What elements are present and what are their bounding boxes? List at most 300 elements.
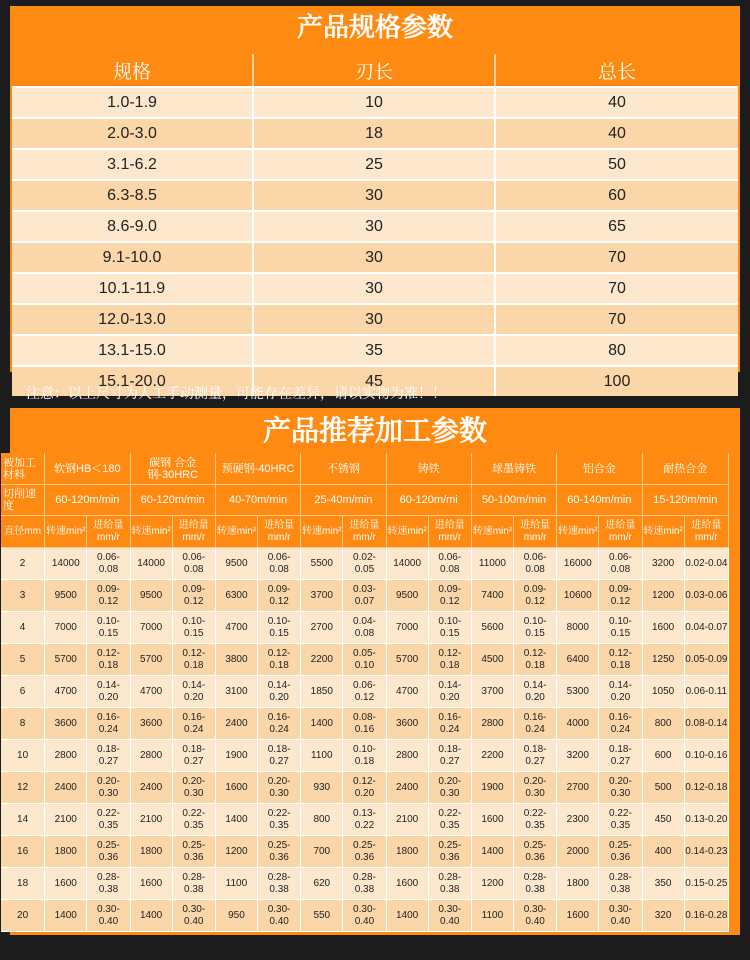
feed-cell: 0.06-0.11 (685, 676, 729, 708)
rpm-cell: 1200 (643, 580, 685, 612)
feed-cell: 0.02-0.04 (685, 548, 729, 580)
spec-cell-blade-length: 30 (254, 210, 496, 241)
cutting-speed: 15-120m/min (643, 485, 729, 516)
rpm-cell: 1400 (472, 836, 514, 868)
spec-cell-blade-length: 30 (254, 303, 496, 334)
spec-cell-size: 2.0-3.0 (12, 117, 254, 148)
rpm-cell: 2700 (557, 772, 599, 804)
feed-cell: 0.16-0.24 (514, 708, 557, 740)
feed-cell: 0.02-0.05 (343, 548, 386, 580)
feed-cell: 0.05-0.10 (343, 644, 386, 676)
rpm-cell: 320 (643, 900, 685, 932)
rpm-cell: 2200 (301, 644, 343, 676)
diameter-cell: 8 (1, 708, 45, 740)
feed-cell: 0.30-0.40 (429, 900, 472, 932)
rpm-cell: 4700 (45, 676, 87, 708)
process-row (1, 772, 729, 804)
feed-cell: 0.30-0.40 (599, 900, 642, 932)
feed-cell: 0.14-0.20 (429, 676, 472, 708)
rpm-cell: 1850 (301, 676, 343, 708)
spec-cell-size: 12.0-13.0 (12, 303, 254, 334)
feed-cell: 0.06-0.08 (87, 548, 130, 580)
spec-row (12, 148, 738, 179)
rpm-header: 转速min² (643, 516, 685, 548)
rpm-cell: 5300 (557, 676, 599, 708)
rpm-cell: 1100 (301, 740, 343, 772)
rpm-cell: 400 (643, 836, 685, 868)
spec-cell-size: 10.1-11.9 (12, 272, 254, 303)
cutting-speed: 40-70m/min (216, 485, 301, 516)
rpm-cell: 5600 (472, 612, 514, 644)
rpm-cell: 16000 (557, 548, 599, 580)
feed-cell: 0.30-0.40 (514, 900, 557, 932)
feed-cell: 0.20-0.30 (87, 772, 130, 804)
rpm-cell: 4000 (557, 708, 599, 740)
feed-cell: 0.04-0.08 (343, 612, 386, 644)
cutting-speed: 60-120m/min (45, 485, 130, 516)
spec-cell-total-length: 70 (496, 272, 738, 303)
feed-cell: 0.10-0.15 (429, 612, 472, 644)
spec-header-blade-length: 刃长 (254, 54, 496, 86)
feed-cell: 0.12-0.18 (599, 644, 642, 676)
diameter-cell: 18 (1, 868, 45, 900)
process-title: 产品推荐加工参数 (262, 414, 487, 447)
rpm-cell: 2800 (131, 740, 173, 772)
feed-cell: 0.09-0.12 (173, 580, 216, 612)
rpm-cell: 1800 (45, 836, 87, 868)
feed-cell: 0.28-0.38 (429, 868, 472, 900)
spec-cell-blade-length: 35 (254, 334, 496, 365)
rpm-cell: 1400 (387, 900, 429, 932)
rpm-cell: 2400 (45, 772, 87, 804)
spec-row (12, 303, 738, 334)
rpm-cell: 800 (643, 708, 685, 740)
rpm-cell: 1400 (131, 900, 173, 932)
feed-cell: 0.16-0.24 (87, 708, 130, 740)
feed-cell: 0.10-0.16 (685, 740, 729, 772)
rpm-cell: 1600 (472, 804, 514, 836)
feed-cell: 0.14-0.20 (87, 676, 130, 708)
feed-cell: 0.20-0.30 (599, 772, 642, 804)
feed-cell: 0.28-0.38 (514, 868, 557, 900)
rpm-cell: 4700 (387, 676, 429, 708)
spec-cell-blade-length: 18 (254, 117, 496, 148)
diameter-label: 直径mm (1, 516, 45, 548)
rpm-cell: 2100 (387, 804, 429, 836)
rpm-cell: 6400 (557, 644, 599, 676)
rpm-cell: 9500 (45, 580, 87, 612)
feed-cell: 0.14-0.20 (173, 676, 216, 708)
rpm-cell: 1400 (216, 804, 258, 836)
spec-cell-total-length: 80 (496, 334, 738, 365)
spec-cell-size: 6.3-8.5 (12, 179, 254, 210)
feed-cell: 0.12-0.18 (258, 644, 301, 676)
material-name: 预硬钢-40HRC (216, 453, 301, 485)
rpm-cell: 1800 (557, 868, 599, 900)
spec-cell-total-length: 40 (496, 117, 738, 148)
feed-cell: 0.03-0.07 (343, 580, 386, 612)
feed-cell: 0.16-0.24 (258, 708, 301, 740)
diameter-cell: 12 (1, 772, 45, 804)
feed-cell: 0.16-0.24 (173, 708, 216, 740)
feed-cell: 0.14-0.20 (258, 676, 301, 708)
feed-cell: 0.22-0.35 (173, 804, 216, 836)
feed-cell: 0.22-0.35 (87, 804, 130, 836)
material-name: 铸铁 (387, 453, 472, 485)
rpm-cell: 3800 (216, 644, 258, 676)
feed-cell: 0.28-0.38 (87, 868, 130, 900)
material-row (1, 453, 729, 485)
feed-cell: 0.08-0.16 (343, 708, 386, 740)
spec-cell-blade-length: 30 (254, 272, 496, 303)
rpm-cell: 1200 (472, 868, 514, 900)
rpm-cell: 5500 (301, 548, 343, 580)
rpm-cell: 1200 (216, 836, 258, 868)
spec-row (12, 86, 738, 117)
rpm-header: 转速min² (301, 516, 343, 548)
feed-cell: 0.18-0.27 (258, 740, 301, 772)
rpm-cell: 2000 (557, 836, 599, 868)
rpm-cell: 450 (643, 804, 685, 836)
spec-row (12, 334, 738, 365)
feed-cell: 0.08-0.14 (685, 708, 729, 740)
spec-row (12, 241, 738, 272)
feed-cell: 0.20-0.30 (429, 772, 472, 804)
feed-cell: 0.12-0.20 (343, 772, 386, 804)
spec-cell-size: 9.1-10.0 (12, 241, 254, 272)
rpm-header: 转速min² (45, 516, 87, 548)
note-text: 注意：以上尺寸为人工手动测量，可能存在差异，请以实物为准！！ (26, 386, 446, 402)
rpm-header: 转速min² (387, 516, 429, 548)
feed-cell: 0.22-0.35 (258, 804, 301, 836)
process-table (1, 453, 729, 932)
process-row (1, 900, 729, 932)
feed-cell: 0.14-0.20 (514, 676, 557, 708)
process-row (1, 836, 729, 868)
feed-cell: 0.12-0.18 (514, 644, 557, 676)
rpm-cell: 2700 (301, 612, 343, 644)
rpm-cell: 10600 (557, 580, 599, 612)
feed-cell: 0.06-0.08 (173, 548, 216, 580)
material-name: 软钢HB＜180 (45, 453, 130, 485)
feed-cell: 0.09-0.12 (514, 580, 557, 612)
rpm-cell: 2400 (131, 772, 173, 804)
spec-cell-total-length: 65 (496, 210, 738, 241)
rpm-cell: 14000 (131, 548, 173, 580)
rpm-cell: 1050 (643, 676, 685, 708)
feed-cell: 0.09-0.12 (87, 580, 130, 612)
rpm-cell: 2200 (472, 740, 514, 772)
process-row (1, 868, 729, 900)
feed-cell: 0.30-0.40 (258, 900, 301, 932)
feed-cell: 0.25-0.36 (429, 836, 472, 868)
diameter-cell: 2 (1, 548, 45, 580)
spec-title: 产品规格参数 (296, 13, 453, 43)
feed-cell: 0.06-0.12 (343, 676, 386, 708)
rpm-cell: 7000 (387, 612, 429, 644)
rpm-cell: 2400 (387, 772, 429, 804)
rpm-cell: 1600 (387, 868, 429, 900)
material-name: 不锈钢 (301, 453, 386, 485)
feed-cell: 0.10-0.15 (87, 612, 130, 644)
feed-cell: 0.30-0.40 (173, 900, 216, 932)
rpm-cell: 7400 (472, 580, 514, 612)
diameter-cell: 3 (1, 580, 45, 612)
subheader-row (1, 516, 729, 548)
rpm-cell: 5700 (45, 644, 87, 676)
rpm-cell: 1600 (131, 868, 173, 900)
diameter-cell: 5 (1, 644, 45, 676)
spec-cell-total-length: 50 (496, 148, 738, 179)
material-name: 耐热合金 (643, 453, 729, 485)
feed-cell: 0.28-0.38 (343, 868, 386, 900)
spec-row (12, 210, 738, 241)
rpm-cell: 700 (301, 836, 343, 868)
speed-row (1, 485, 729, 516)
feed-cell: 0.09-0.12 (258, 580, 301, 612)
rpm-cell: 800 (301, 804, 343, 836)
feed-cell: 0.14-0.23 (685, 836, 729, 868)
process-row (1, 708, 729, 740)
diameter-cell: 6 (1, 676, 45, 708)
rpm-cell: 620 (301, 868, 343, 900)
feed-cell: 0.20-0.30 (258, 772, 301, 804)
feed-cell: 0.28-0.38 (173, 868, 216, 900)
spec-header-row (12, 54, 738, 86)
feed-cell: 0.12-0.18 (87, 644, 130, 676)
feed-cell: 0.18-0.27 (429, 740, 472, 772)
spec-panel (10, 6, 740, 390)
rpm-cell: 5700 (387, 644, 429, 676)
spec-row (12, 179, 738, 210)
cutting-speed: 60-120m/min (131, 485, 216, 516)
rpm-cell: 2800 (387, 740, 429, 772)
feed-cell: 0.18-0.27 (87, 740, 130, 772)
rpm-cell: 2100 (45, 804, 87, 836)
diameter-cell: 16 (1, 836, 45, 868)
spec-cell-size: 3.1-6.2 (12, 148, 254, 179)
spec-header-total-length: 总长 (496, 54, 738, 86)
rpm-cell: 1900 (472, 772, 514, 804)
rpm-cell: 3600 (387, 708, 429, 740)
feed-cell: 0.10-0.18 (343, 740, 386, 772)
rpm-cell: 1400 (301, 708, 343, 740)
feed-cell: 0.25-0.36 (514, 836, 557, 868)
diameter-cell: 20 (1, 900, 45, 932)
rpm-cell: 1600 (643, 612, 685, 644)
spec-cell-size: 13.1-15.0 (12, 334, 254, 365)
spec-cell-total-length: 40 (496, 86, 738, 117)
spec-cell-blade-length: 25 (254, 148, 496, 179)
rpm-cell: 2100 (131, 804, 173, 836)
process-row (1, 676, 729, 708)
rpm-cell: 1800 (387, 836, 429, 868)
spec-cell-size: 8.6-9.0 (12, 210, 254, 241)
feed-header: 进给量mm/r (685, 516, 729, 548)
feed-cell: 0.12-0.18 (429, 644, 472, 676)
rpm-cell: 1100 (472, 900, 514, 932)
rpm-cell: 3600 (131, 708, 173, 740)
rpm-cell: 3700 (301, 580, 343, 612)
spec-header-size: 规格 (12, 54, 254, 86)
speed-label: 切削速度 (1, 485, 45, 516)
feed-header: 进给量mm/r (258, 516, 301, 548)
feed-cell: 0.12-0.18 (173, 644, 216, 676)
feed-cell: 0.06-0.08 (599, 548, 642, 580)
process-row (1, 644, 729, 676)
feed-cell: 0.25-0.36 (258, 836, 301, 868)
rpm-cell: 1600 (216, 772, 258, 804)
rpm-header: 转速min² (216, 516, 258, 548)
feed-cell: 0.09-0.12 (429, 580, 472, 612)
feed-cell: 0.18-0.27 (599, 740, 642, 772)
cutting-speed: 60-120m/mi (387, 485, 472, 516)
feed-cell: 0.16-0.28 (685, 900, 729, 932)
rpm-cell: 9500 (131, 580, 173, 612)
rpm-cell: 350 (643, 868, 685, 900)
rpm-cell: 1400 (45, 900, 87, 932)
feed-cell: 0.13-0.22 (343, 804, 386, 836)
feed-cell: 0.18-0.27 (514, 740, 557, 772)
rpm-cell: 2300 (557, 804, 599, 836)
rpm-cell: 1600 (557, 900, 599, 932)
process-row (1, 740, 729, 772)
feed-cell: 0.25-0.36 (343, 836, 386, 868)
feed-cell: 0.10-0.15 (514, 612, 557, 644)
process-row (1, 580, 729, 612)
process-row (1, 548, 729, 580)
cutting-speed: 60-140m/min (557, 485, 642, 516)
feed-cell: 0.22-0.35 (429, 804, 472, 836)
rpm-cell: 7000 (45, 612, 87, 644)
spec-cell-total-length: 70 (496, 303, 738, 334)
rpm-cell: 2800 (45, 740, 87, 772)
diameter-cell: 14 (1, 804, 45, 836)
rpm-cell: 14000 (45, 548, 87, 580)
feed-cell: 0.09-0.12 (599, 580, 642, 612)
rpm-cell: 1900 (216, 740, 258, 772)
feed-cell: 0.18-0.27 (173, 740, 216, 772)
rpm-cell: 1100 (216, 868, 258, 900)
spec-cell-size: 15.1-20.0 (12, 365, 254, 396)
feed-cell: 0.25-0.36 (173, 836, 216, 868)
spec-cell-size: 1.0-1.9 (12, 86, 254, 117)
spec-cell-total-length: 100 (496, 365, 738, 396)
rpm-cell: 600 (643, 740, 685, 772)
rpm-cell: 5700 (131, 644, 173, 676)
rpm-cell: 500 (643, 772, 685, 804)
feed-cell: 0.22-0.35 (599, 804, 642, 836)
feed-header: 进给量mm/r (514, 516, 557, 548)
feed-cell: 0.16-0.24 (599, 708, 642, 740)
feed-cell: 0.28-0.38 (258, 868, 301, 900)
feed-cell: 0.10-0.15 (258, 612, 301, 644)
rpm-cell: 4500 (472, 644, 514, 676)
spec-row (12, 272, 738, 303)
feed-cell: 0.14-0.20 (599, 676, 642, 708)
feed-cell: 0.06-0.08 (514, 548, 557, 580)
spec-cell-blade-length: 30 (254, 179, 496, 210)
spec-cell-blade-length: 10 (254, 86, 496, 117)
rpm-cell: 950 (216, 900, 258, 932)
rpm-cell: 1600 (45, 868, 87, 900)
rpm-cell: 14000 (387, 548, 429, 580)
rpm-cell: 4700 (216, 612, 258, 644)
rpm-cell: 930 (301, 772, 343, 804)
feed-cell: 0.25-0.36 (599, 836, 642, 868)
feed-cell: 0.30-0.40 (87, 900, 130, 932)
material-label: 被加工材料 (1, 453, 45, 485)
cutting-speed: 25-40m/min (301, 485, 386, 516)
feed-cell: 0.28-0.38 (599, 868, 642, 900)
feed-header: 进给量mm/r (343, 516, 386, 548)
spec-cell-blade-length: 45 (254, 365, 496, 396)
process-row (1, 804, 729, 836)
rpm-header: 转速min² (472, 516, 514, 548)
diameter-cell: 4 (1, 612, 45, 644)
material-name: 碳钢 合金钢-30HRC (131, 453, 216, 485)
feed-cell: 0.03-0.06 (685, 580, 729, 612)
rpm-cell: 3200 (557, 740, 599, 772)
rpm-cell: 4700 (131, 676, 173, 708)
rpm-cell: 1250 (643, 644, 685, 676)
rpm-cell: 3700 (472, 676, 514, 708)
feed-header: 进给量mm/r (599, 516, 642, 548)
rpm-cell: 8000 (557, 612, 599, 644)
feed-cell: 0.20-0.30 (514, 772, 557, 804)
cutting-speed: 50-100m/min (472, 485, 557, 516)
spec-cell-total-length: 60 (496, 179, 738, 210)
rpm-cell: 3100 (216, 676, 258, 708)
feed-cell: 0.10-0.15 (599, 612, 642, 644)
feed-cell: 0.04-0.07 (685, 612, 729, 644)
rpm-cell: 2800 (472, 708, 514, 740)
feed-header: 进给量mm/r (173, 516, 216, 548)
feed-cell: 0.13-0.20 (685, 804, 729, 836)
feed-cell: 0.15-0.25 (685, 868, 729, 900)
rpm-cell: 3200 (643, 548, 685, 580)
feed-cell: 0.05-0.09 (685, 644, 729, 676)
rpm-cell: 3600 (45, 708, 87, 740)
material-name: 球墨铸铁 (472, 453, 557, 485)
rpm-cell: 11000 (472, 548, 514, 580)
feed-cell: 0.16-0.24 (429, 708, 472, 740)
feed-cell: 0.30-0.40 (343, 900, 386, 932)
rpm-cell: 7000 (131, 612, 173, 644)
rpm-cell: 6300 (216, 580, 258, 612)
spec-table (12, 54, 738, 396)
spec-row (12, 117, 738, 148)
feed-header: 进给量mm/r (429, 516, 472, 548)
spec-cell-total-length: 70 (496, 241, 738, 272)
rpm-cell: 550 (301, 900, 343, 932)
spec-cell-blade-length: 30 (254, 241, 496, 272)
feed-cell: 0.10-0.15 (173, 612, 216, 644)
feed-cell: 0.06-0.08 (258, 548, 301, 580)
feed-cell: 0.06-0.08 (429, 548, 472, 580)
feed-cell: 0.20-0.30 (173, 772, 216, 804)
feed-cell: 0.22-0.35 (514, 804, 557, 836)
rpm-header: 转速min² (557, 516, 599, 548)
diameter-cell: 10 (1, 740, 45, 772)
feed-cell: 0.25-0.36 (87, 836, 130, 868)
rpm-cell: 2400 (216, 708, 258, 740)
feed-header: 进给量mm/r (87, 516, 130, 548)
process-row (1, 612, 729, 644)
material-name: 铝合金 (557, 453, 642, 485)
rpm-header: 转速min² (131, 516, 173, 548)
rpm-cell: 1800 (131, 836, 173, 868)
